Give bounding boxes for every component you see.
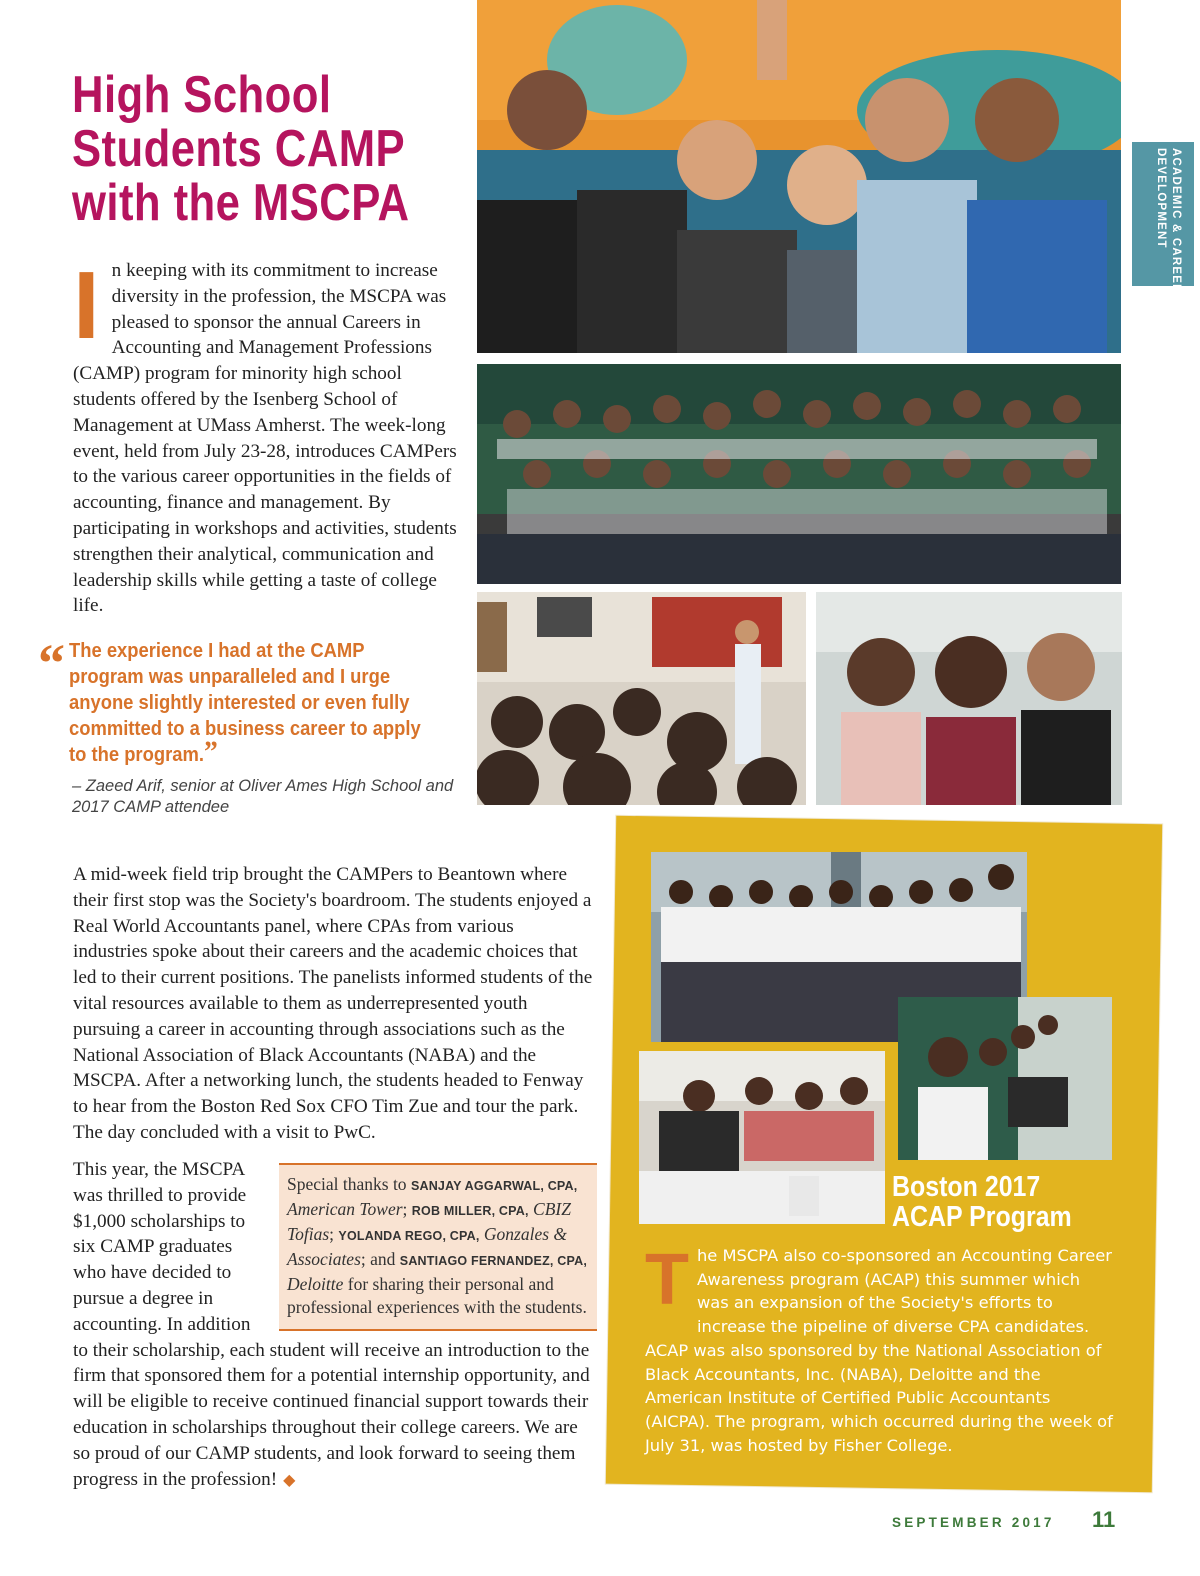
special-thanks-box: Special thanks to SANJAY AGGARWAL, CPA, American Tower; ROB MILLER, CPA, CBIZ Tofias; YOLANDA REGO, CPA, Gonzales & Associates; and SANTIAGO FERNANDEZ, CPA, Deloitte for sharing their personal and professional experiences with the students.: [279, 1163, 597, 1331]
photo-three-students: [816, 592, 1122, 805]
open-quote-mark: “: [38, 633, 65, 693]
thanks-firm-3: Gonzales & Associates: [287, 1224, 568, 1269]
thanks-and: ; and: [360, 1249, 396, 1269]
photo-group-fenway: [477, 364, 1121, 584]
article-title: [72, 68, 408, 230]
body-column-2: [73, 862, 593, 1146]
intro-paragraph: n keeping with its commitment to increase diversity in the profession, the MSCPA was pleased to sponsor the annual Careers in Accounting and Management Professions (CAMP) program for minority high school students offered by the Isenberg School of Management at UMass Amherst. The week-long event, held from July 23-28, introduces CAMPers to the various career opportunities in the fields of accounting, finance and management. By participating in workshops and activities, students strengthen their analytical, communication and leadership skills while getting a taste of college life.: [73, 260, 457, 617]
acap-paragraph: he MSCPA also co-sponsored an Accounting Career Awareness program (ACAP) this summer which was an expansion of the Society's efforts to increase the pipeline of diverse CPA candidates. ACAP was also sponsored by the National Association of Black Accountants, Inc. (NABA), Deloitte and the American Institute of Certified Public Accountants (AICPA). The program, which occurred during the week of July 31, was hosted by Fisher College.: [645, 1246, 1113, 1455]
thanks-name-4: SANTIAGO FERNANDEZ, CPA,: [399, 1254, 587, 1268]
end-mark-icon: ◆: [283, 1471, 296, 1489]
close-quote-mark: ”: [203, 735, 218, 768]
thanks-firm-2: CBIZ Tofias: [287, 1199, 571, 1244]
quote-attribution: – Zaeed Arif, senior at Oliver Ames High School and 2017 CAMP attendee: [72, 777, 454, 816]
acap-title-line-1: Boston 2017: [892, 1171, 1041, 1203]
acap-title: [892, 1172, 1072, 1232]
thanks-name-2: ROB MILLER, CPA,: [411, 1204, 529, 1218]
acap-dropcap: T: [645, 1240, 689, 1320]
page-number: 11: [1092, 1507, 1116, 1532]
acap-title-line-2: ACAP Program: [892, 1201, 1072, 1233]
intro-dropcap: I: [73, 252, 100, 359]
field-trip-paragraph: A mid-week field trip brought the CAMPers to Beantown where their first stop was the Society's boardroom. The students enjoyed a Real World Accountants panel, where CPAs from various industries spoke about their careers and the academic choices that led to their current positions. The panelists informed students of the vital resources available to them as underrepresented youth pursuing a career in accounting through associations such as the National Association of Black Accountants (NABA) and the MSCPA. After a networking lunch, the students headed to Fenway to hear from the Boston Red Sox CFO Tim Zue and tour the park. The day concluded with a visit to PwC.: [73, 864, 593, 1143]
thanks-name-1: SANJAY AGGARWAL, CPA,: [410, 1179, 578, 1193]
thanks-intro: Special thanks to: [287, 1174, 407, 1194]
acap-body: [645, 1240, 1115, 1457]
photo-acap-classroom: [639, 1051, 885, 1224]
footer-issue-date: SEPTEMBER 2017: [892, 1515, 1055, 1530]
section-tab-line-2: DEVELOPMENT: [1155, 148, 1167, 249]
body-column-3: [73, 1157, 597, 1493]
title-line-1: High School: [72, 66, 332, 124]
title-line-2: Students CAMP: [72, 120, 406, 178]
section-tab-label: [1153, 148, 1183, 294]
thanks-closing: for sharing their personal and professional experiences with the students.: [287, 1274, 587, 1317]
quote-text: The experience I had at the CAMP program was unparalleled and I urge anyone slightly interested or even fully committed to a business career to apply to the program.: [69, 640, 421, 766]
title-line-3: with the MSCPA: [72, 174, 410, 232]
section-tab-line-1: ACADEMIC & CAREER: [1170, 148, 1182, 294]
thanks-name-3: YOLANDA REGO, CPA,: [338, 1229, 480, 1243]
scholarship-paragraph: This year, the MSCPA was thrilled to provide $1,000 scholarships to six CAMP graduates who have decided to pursue a degree in accounting. In addition to their scholarship, each student will receive an introduction to the firm that sponsored them for a potential internship opportunity, and will be eligible to receive continued financial support towards their education in scholarships throughout their college careers. We are so proud of our CAMP students, and look forward to seeing them progress in the profession!: [73, 1159, 590, 1490]
photo-students-bowling: [477, 0, 1121, 353]
thanks-firm-1: American Tower: [287, 1199, 403, 1219]
intro-column: [73, 252, 461, 619]
pull-quote: [38, 633, 468, 818]
thanks-firm-4: Deloitte: [287, 1274, 344, 1294]
photo-acap-stadium: [898, 997, 1112, 1160]
photo-panel-presentation: [477, 592, 806, 805]
